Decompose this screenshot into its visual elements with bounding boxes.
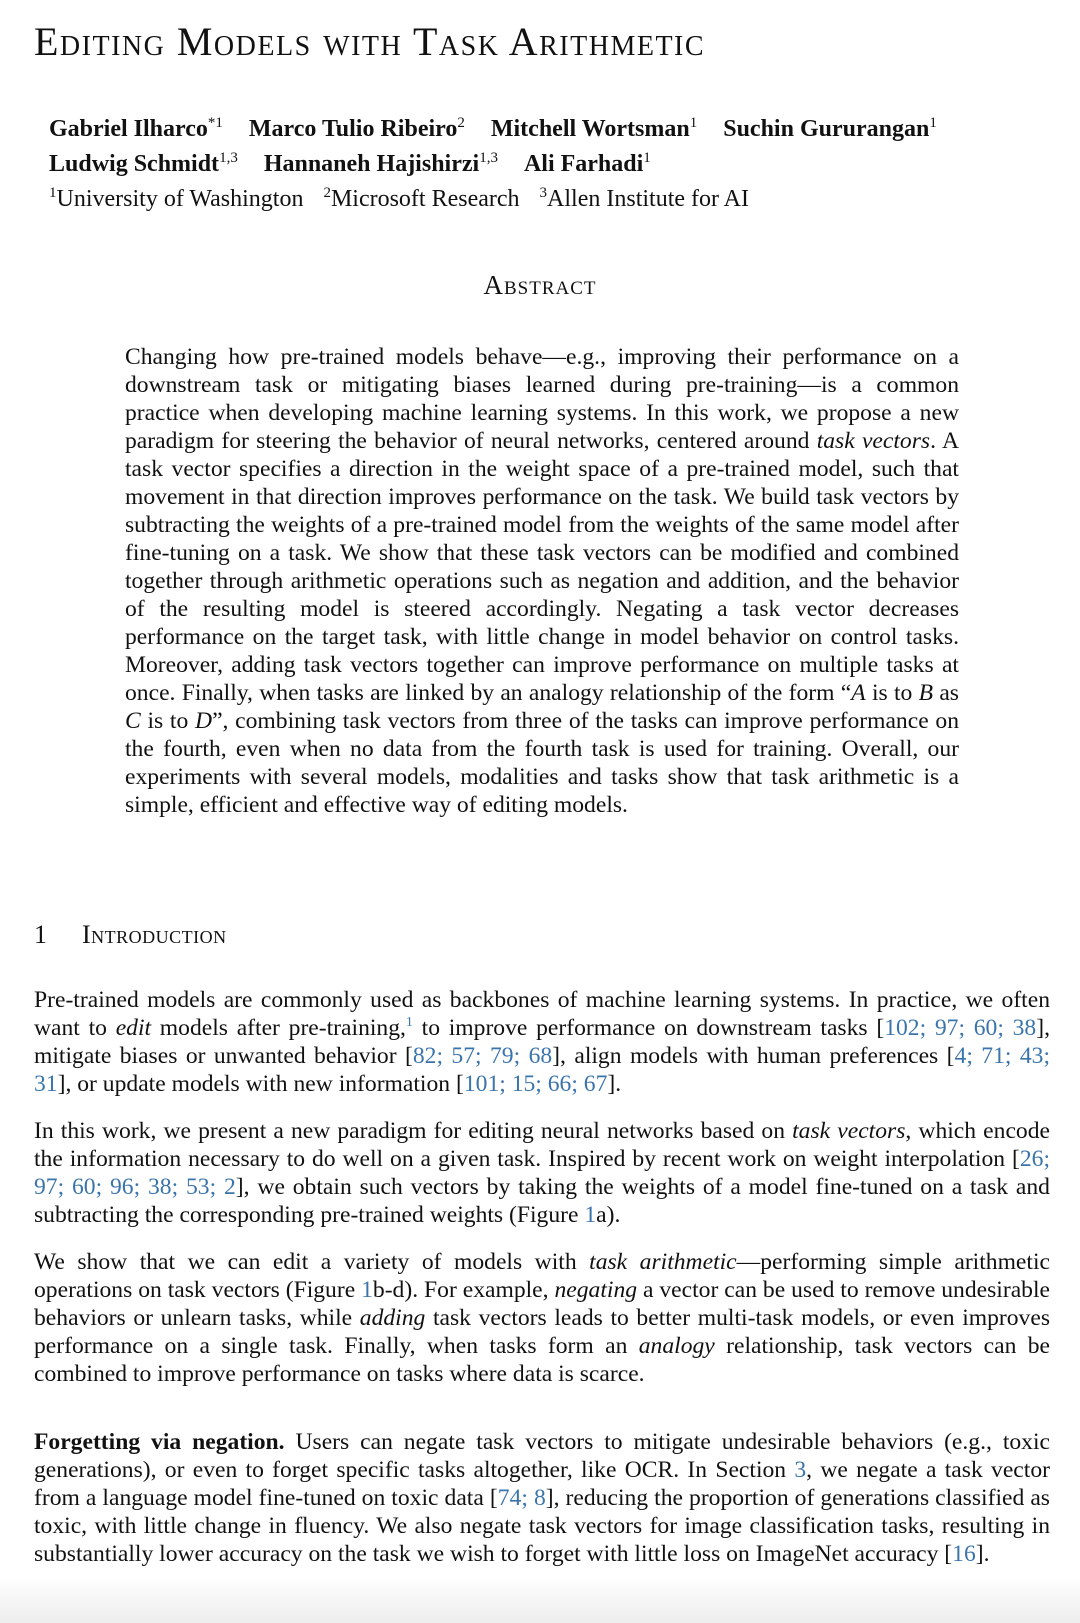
abstract-text: Changing how pre-trained models behave—e.g., improving their performance on a downstream task or mitigating biases learned during pre-training—is a common practice when developing machine learning systems. In this work, we propose a new paradigm for steering the behavior of neural networks, centered around task vectors. A task vector specifies a direction in the weight space of a pre-trained model, such that movement in that direction improves performance on the task. We build task vectors by subtracting the weights of a pre-trained model from the weights of the same model after fine-tuning on a task. We show that these task vectors can be modified and combined together through arithmetic operations such as negation and addition, and the behavior of the resulting model is steered accordingly. Negating a task vector decreases performance on the target task, with little change in model behavior on control tasks. Moreover, adding task vectors together can improve performance on multiple tasks at once. Finally, when tasks are linked by an analogy relationship of the form “A is to B as C is to D”, combining task vectors from three of the tasks can improve performance on the fourth, even when no data from the fourth task is used for training. Overall, our experiments with several models, modalities and tasks show that task arithmetic is a simple, efficient and effective way of editing models.	[125, 344, 959, 818]
citation-link[interactable]: 74; 8	[497, 1485, 546, 1511]
affiliation-line	[49, 179, 1049, 214]
author: Ali Farhadi$^1$	[523, 150, 651, 177]
author-line-1	[49, 109, 1049, 144]
bottom-shadow	[0, 1577, 1080, 1623]
author-block	[49, 109, 1049, 214]
paper-title: Editing Models with Task Arithmetic	[34, 19, 706, 64]
citation-link[interactable]: 26; 97; 60; 96; 38; 53; 2	[34, 1146, 1050, 1200]
figure-link[interactable]: 1	[584, 1202, 597, 1228]
intro-paragraph-1: Pre-trained models are commonly used as backbones of machine learning systems. In practice, we often want to edit models after pre-training,$^1$ to improve performance on downstream tasks [102; 97; 60; 38], mitigate biases or unwanted behavior [82; 57; 79; 68], align models with human preferences [4; 71; 43; 31], or update models with new information [101; 15; 66; 67].	[34, 987, 1051, 1097]
intro-paragraph-4: Forgetting via negation. Users can negate task vectors to mitigate undesirable behaviors (e.g., toxic generations), or even to forget specific tasks altogether, like OCR. In Section 3, we negate a task vector from a language model fine-tuned on toxic data [74; 8], reducing the proportion of generations classified as toxic, with little change in fluency. We also negate task vectors for image classification tasks, resulting in substantially lower accuracy on the task we wish to forget with little loss on ImageNet accuracy [16].	[34, 1429, 1050, 1567]
paragraph-run-in-heading: Forgetting via negation.	[34, 1429, 285, 1455]
author: Marco Tulio Ribeiro$^2$	[248, 115, 465, 142]
section-link[interactable]: 3	[794, 1457, 807, 1483]
author: Gabriel Ilharco$^{*1}$	[49, 115, 223, 142]
affiliation: $^3$Allen Institute for AI	[539, 185, 750, 212]
figure-link[interactable]: 1	[361, 1277, 373, 1303]
section-heading-introduction	[34, 920, 227, 950]
affiliation: $^1$University of Washington	[49, 185, 304, 212]
author: Hannaneh Hajishirzi$^{1,3}$	[263, 150, 498, 177]
affiliation: $^2$Microsoft Research	[323, 185, 520, 212]
citation-link[interactable]: 16	[952, 1541, 976, 1567]
author-line-2	[49, 144, 1049, 179]
intro-paragraph-3: We show that we can edit a variety of models with task arithmetic—performing simple arithmetic operations on task vectors (Figure 1b-d). For example, negating a vector can be used to remove undesirable behaviors or unlearn tasks, while adding task vectors leads to better multi-task models, or even improves performance on a single task. Finally, when tasks form an analogy relationship, task vectors can be combined to improve performance on tasks where data is scarce.	[34, 1249, 1051, 1387]
author: Mitchell Wortsman$^1$	[490, 115, 698, 142]
citation-link[interactable]: 102; 97; 60; 38	[884, 1015, 1037, 1041]
citation-link[interactable]: 82; 57; 79; 68	[412, 1043, 553, 1069]
author: Ludwig Schmidt$^{1,3}$	[49, 150, 238, 177]
section-title: Introduction	[82, 920, 227, 949]
abstract-heading: Abstract	[483, 270, 597, 300]
citation-link[interactable]: 101; 15; 66; 67	[463, 1071, 608, 1097]
author: Suchin Gururangan$^1$	[723, 115, 937, 142]
citation-link[interactable]: 4; 71; 43; 31	[34, 1043, 1051, 1097]
intro-paragraph-2: In this work, we present a new paradigm for editing neural networks based on task vectors, which encode the information necessary to do well on a given task. Inspired by recent work on weight interpolation [26; 97; 60; 96; 38; 53; 2], we obtain such vectors by taking the weights of a model fine-tuned on a task and subtracting the corresponding pre-trained weights (Figure 1a).	[34, 1118, 1050, 1228]
section-number: 1	[34, 920, 48, 949]
footnote-link[interactable]: 1	[405, 1015, 413, 1031]
